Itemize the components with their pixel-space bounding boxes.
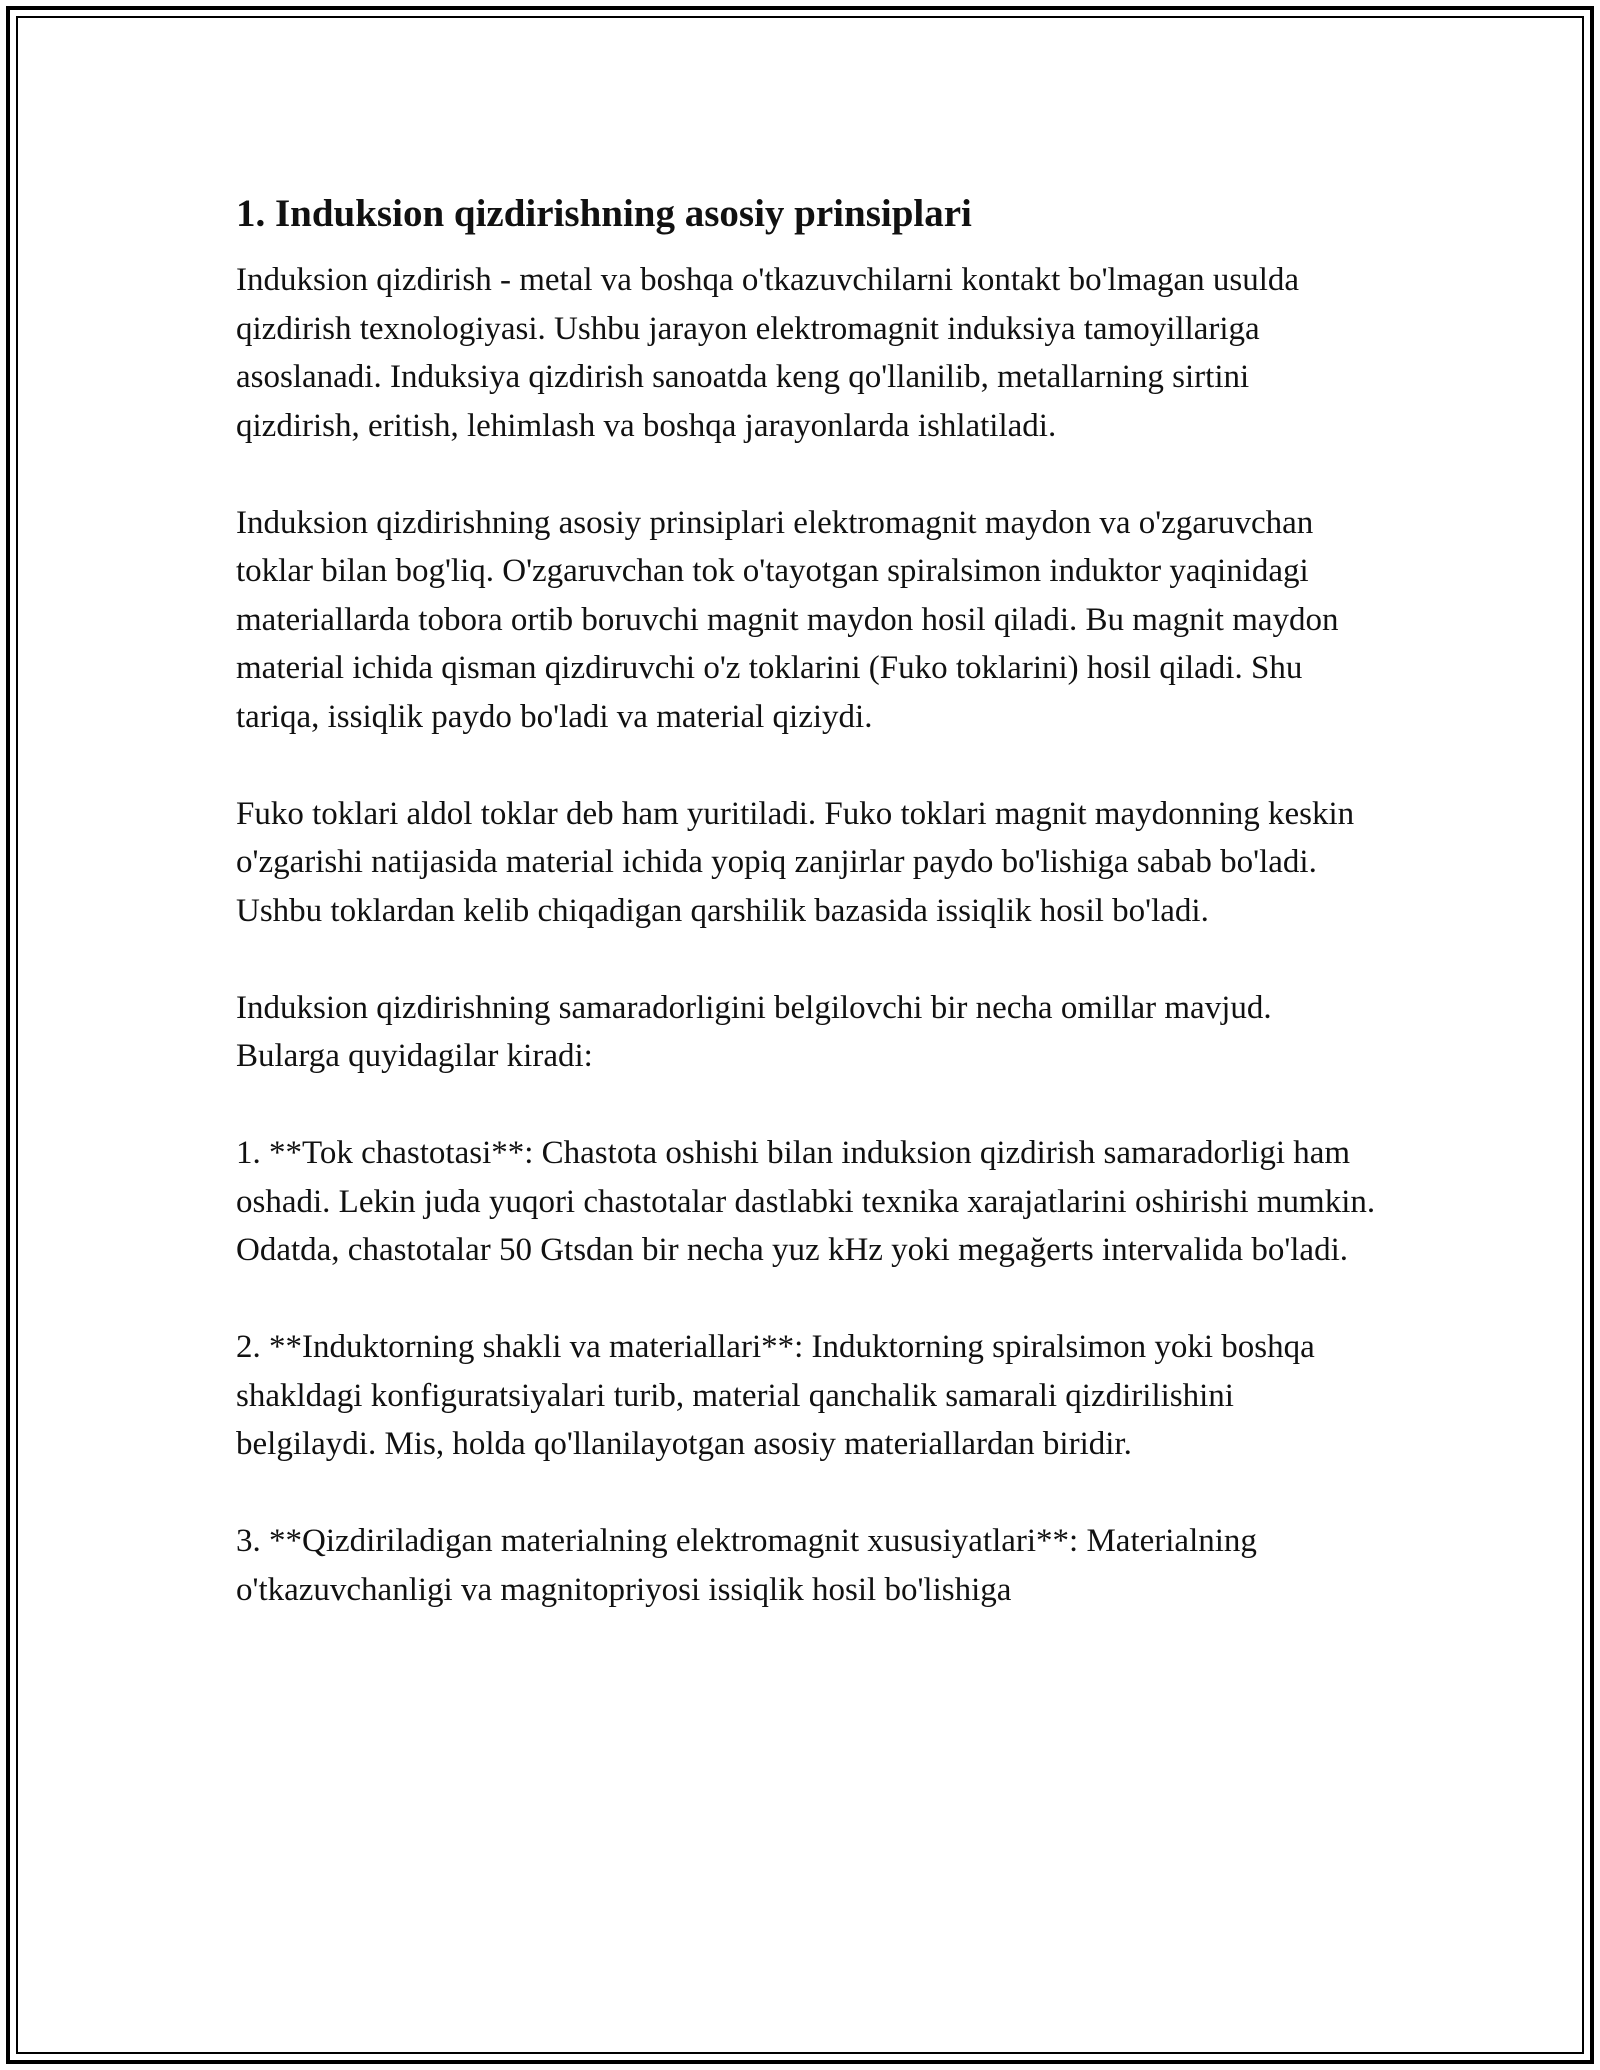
list-item-material-properties: 3. **Qizdiriladigan materialning elektromagnit xususiyatlari**: Materialning o'tkazuvchanligi va magnitopriyosi issiqlik hosil bo'lishiga <box>236 1523 1257 1608</box>
paragraph-intro: Induksion qizdirish - metal va boshqa o'tkazuvchilarni kontakt bo'lmagan usulda qizdirish texnologiyasi. Ushbu jarayon elektromagnit induksiya tamoyillariga asoslanadi. Induksiya qizdirish sanoatda keng qo'llanilib, metallarning sirtini qizdirish, eritish, lehimlash va boshqa jarayonlarda ishlatiladi. <box>236 262 1300 444</box>
document-page <box>236 185 1376 1663</box>
paragraph-efficiency-factors: Induksion qizdirishning samaradorligini belgilovchi bir necha omillar mavjud. Bularga quyidagilar kiradi: <box>236 989 1272 1074</box>
paragraph-principles: Induksion qizdirishning asosiy prinsiplari elektromagnit maydon va o'zgaruvchan toklar bilan bog'liq. O'zgaruvchan tok o'tayotgan spiralsimon induktor yaqinidagi materiallarda tobora ortib boruvchi magnit maydon hosil qiladi. Bu magnit maydon material ichida qisman qizdiruvchi o'z toklarini (Fuko toklarini) hosil qiladi. Shu tariqa, issiqlik paydo bo'ladi va material qiziydi. <box>236 504 1339 735</box>
section-heading: 1. Induksion qizdirishning asosiy prinsiplari <box>236 192 972 235</box>
list-item-frequency: 1. **Tok chastotasi**: Chastota oshishi bilan induksion qizdirish samaradorligi ham oshadi. Lekin juda yuqori chastotalar dastlabki texnika xarajatlarini oshirishi mumkin. Odatda, chastotalar 50 Gtsdan bir necha yuz kHz yoki megağerts intervalida bo'ladi. <box>236 1135 1376 1268</box>
list-item-inductor: 2. **Induktorning shakli va materiallari**: Induktorning spiralsimon yoki boshqa shakldagi konfiguratsiyalari turib, material qanchalik samarali qizdirilishini belgilaydi. Mis, holda qo'llanilayotgan asosiy materiallardan biridir. <box>236 1329 1315 1462</box>
paragraph-eddy-currents: Fuko toklari aldol toklar deb ham yuritiladi. Fuko toklari magnit maydonning keskin o'zgarishi natijasida material ichida yopiq zanjirlar paydo bo'lishiga sabab bo'ladi. Ushbu toklardan kelib chiqadigan qarshilik bazasida issiqlik hosil bo'ladi. <box>236 795 1355 929</box>
